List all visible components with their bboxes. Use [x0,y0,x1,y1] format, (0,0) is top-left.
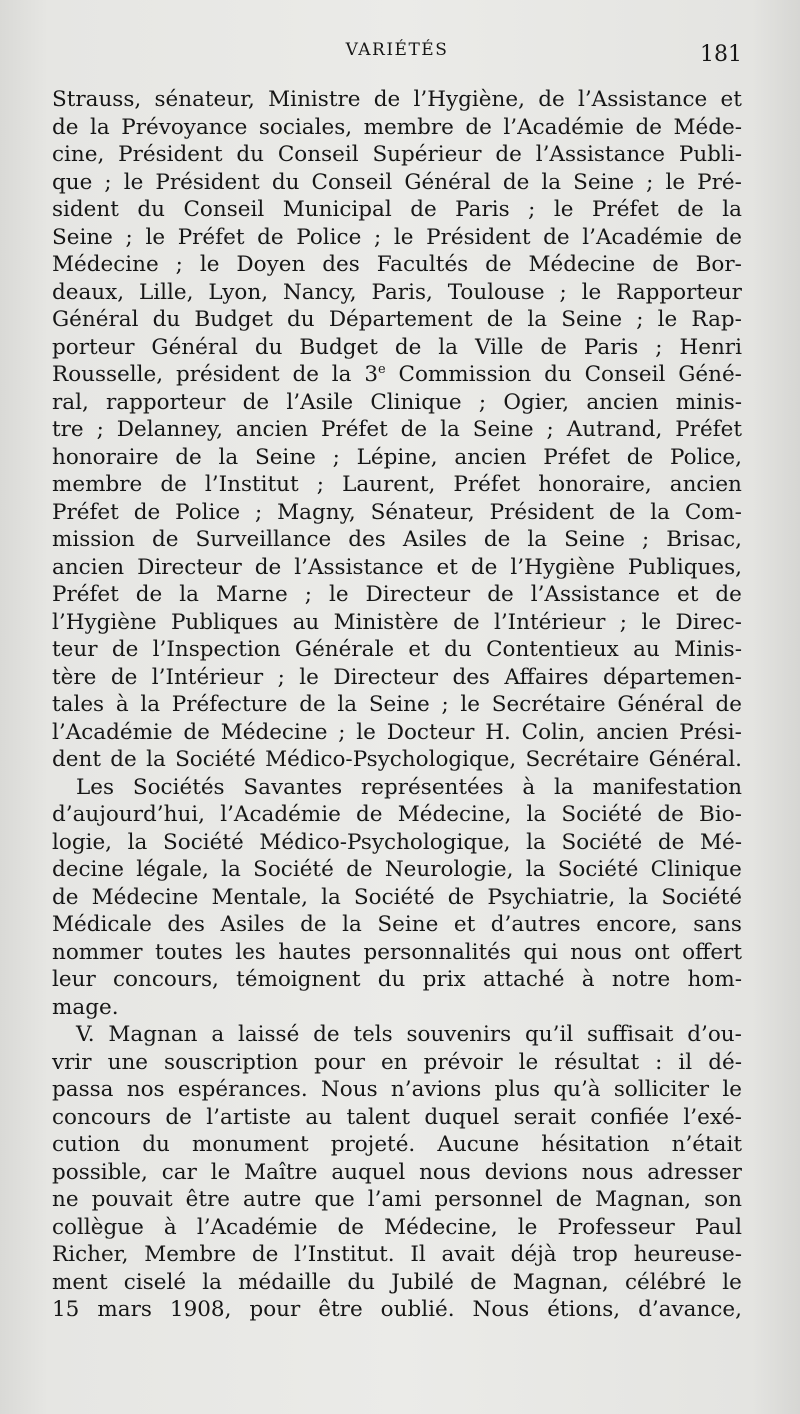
text-line: mission de Surveillance des Asiles de la Seine ; Brisac, [52,527,742,552]
text-line: tre ; Delanney, ancien Préfet de la Seine ; Autrand, Préfet [52,417,742,442]
body-text [52,86,742,1324]
text-line: de la Prévoyance sociales, membre de l’Académie de Méde- [52,114,742,140]
text-line: concours de l’artiste au talent duquel serait confiée l’exé- [52,1104,742,1130]
text-line: Les Sociétés Savantes représentées à la manifestation [76,774,742,800]
text-line: de Médecine Mentale, la Société de Psychiatrie, la Société [52,884,742,910]
text-line: teur de l’Inspection Générale et du Contentieux au Minis- [52,637,742,662]
text-line: Préfet de Police ; Magny, Sénateur, Président de la Com- [52,499,742,525]
text-line: 15 mars 1908, pour être oublié. Nous étions, d’avance, [52,1297,742,1322]
text-line: ancien Directeur de l’Assistance et de l’Hygiène Publiques, [52,554,742,580]
text-line: sident du Conseil Municipal de Paris ; le Préfet de la [52,197,742,222]
text-line: Général du Budget du Département de la Seine ; le Rap- [52,307,742,332]
text-line: Strauss, sénateur, Ministre de l’Hygiène, de l’Assistance et [52,87,742,112]
text-line: que ; le Président du Conseil Général de la Seine ; le Pré- [52,169,742,195]
text-line: collègue à l’Académie de Médecine, le Professeur Paul [52,1214,742,1240]
text-line: tales à la Préfecture de la Seine ; le Secrétaire Général de [52,692,742,717]
text-line: Rousselle, président de la 3e Commission du Conseil Géné- [52,361,742,387]
text-line: ne pouvait être autre que l’ami personnel de Magnan, son [52,1187,742,1212]
text-line: logie, la Société Médico-Psychologique, la Société de Mé- [52,829,742,855]
running-head: VARIÉTÉS [345,40,449,60]
text-line: nommer toutes les hautes personnalités qui nous ont offert [52,939,742,965]
text-line: cine, Président du Conseil Supérieur de l’Assistance Publi- [52,142,742,167]
text-line: deaux, Lille, Lyon, Nancy, Paris, Toulouse ; le Rapporteur [52,279,742,305]
text-line: vrir une souscription pour en prévoir le résultat : il dé- [52,1049,742,1075]
text-line: ral, rapporteur de l’Asile Clinique ; Ogier, ancien minis- [52,389,742,415]
text-line: Préfet de la Marne ; le Directeur de l’Assistance et de [52,582,742,607]
text-line: membre de l’Institut ; Laurent, Préfet honoraire, ancien [52,472,742,497]
text-line: cution du monument projeté. Aucune hésitation n’était [52,1132,742,1157]
text-line: l’Académie de Médecine ; le Docteur H. Colin, ancien Prési- [52,719,742,745]
text-line: tère de l’Intérieur ; le Directeur des Affaires départemen- [52,664,742,690]
text-line: ment ciselé la médaille du Jubilé de Magnan, célébré le [52,1269,742,1295]
text-line: passa nos espérances. Nous n’avions plus qu’à solliciter le [52,1077,742,1102]
text-line: decine légale, la Société de Neurologie, la Société Clinique [52,857,742,882]
text-line: d’aujourd’hui, l’Académie de Médecine, la Société de Bio- [52,802,742,827]
page-header [52,38,742,78]
text-line: possible, car le Maître auquel nous devions nous adresser [52,1159,742,1185]
text-line: Médicale des Asiles de la Seine et d’autres encore, sans [52,912,742,937]
text-line: Seine ; le Préfet de Police ; le Président de l’Académie de [52,224,742,250]
page-number: 181 [700,42,742,67]
text-line: honoraire de la Seine ; Lépine, ancien Préfet de Police, [52,444,742,470]
text-line: mage. [52,994,119,1020]
text-line: l’Hygiène Publiques au Ministère de l’Intérieur ; le Direc- [52,609,742,635]
text-line: dent de la Société Médico-Psychologique, Secrétaire Général. [52,747,742,772]
text-line: Richer, Membre de l’Institut. Il avait déjà trop heureuse- [52,1242,742,1267]
text-line: V. Magnan a laissé de tels souvenirs qu’il suffisait d’ou- [76,1022,742,1047]
text-line: Médecine ; le Doyen des Facultés de Médecine de Bor- [52,252,742,277]
text-line: leur concours, témoignent du prix attaché à notre hom- [52,967,742,992]
text-line: porteur Général du Budget de la Ville de Paris ; Henri [52,334,742,360]
